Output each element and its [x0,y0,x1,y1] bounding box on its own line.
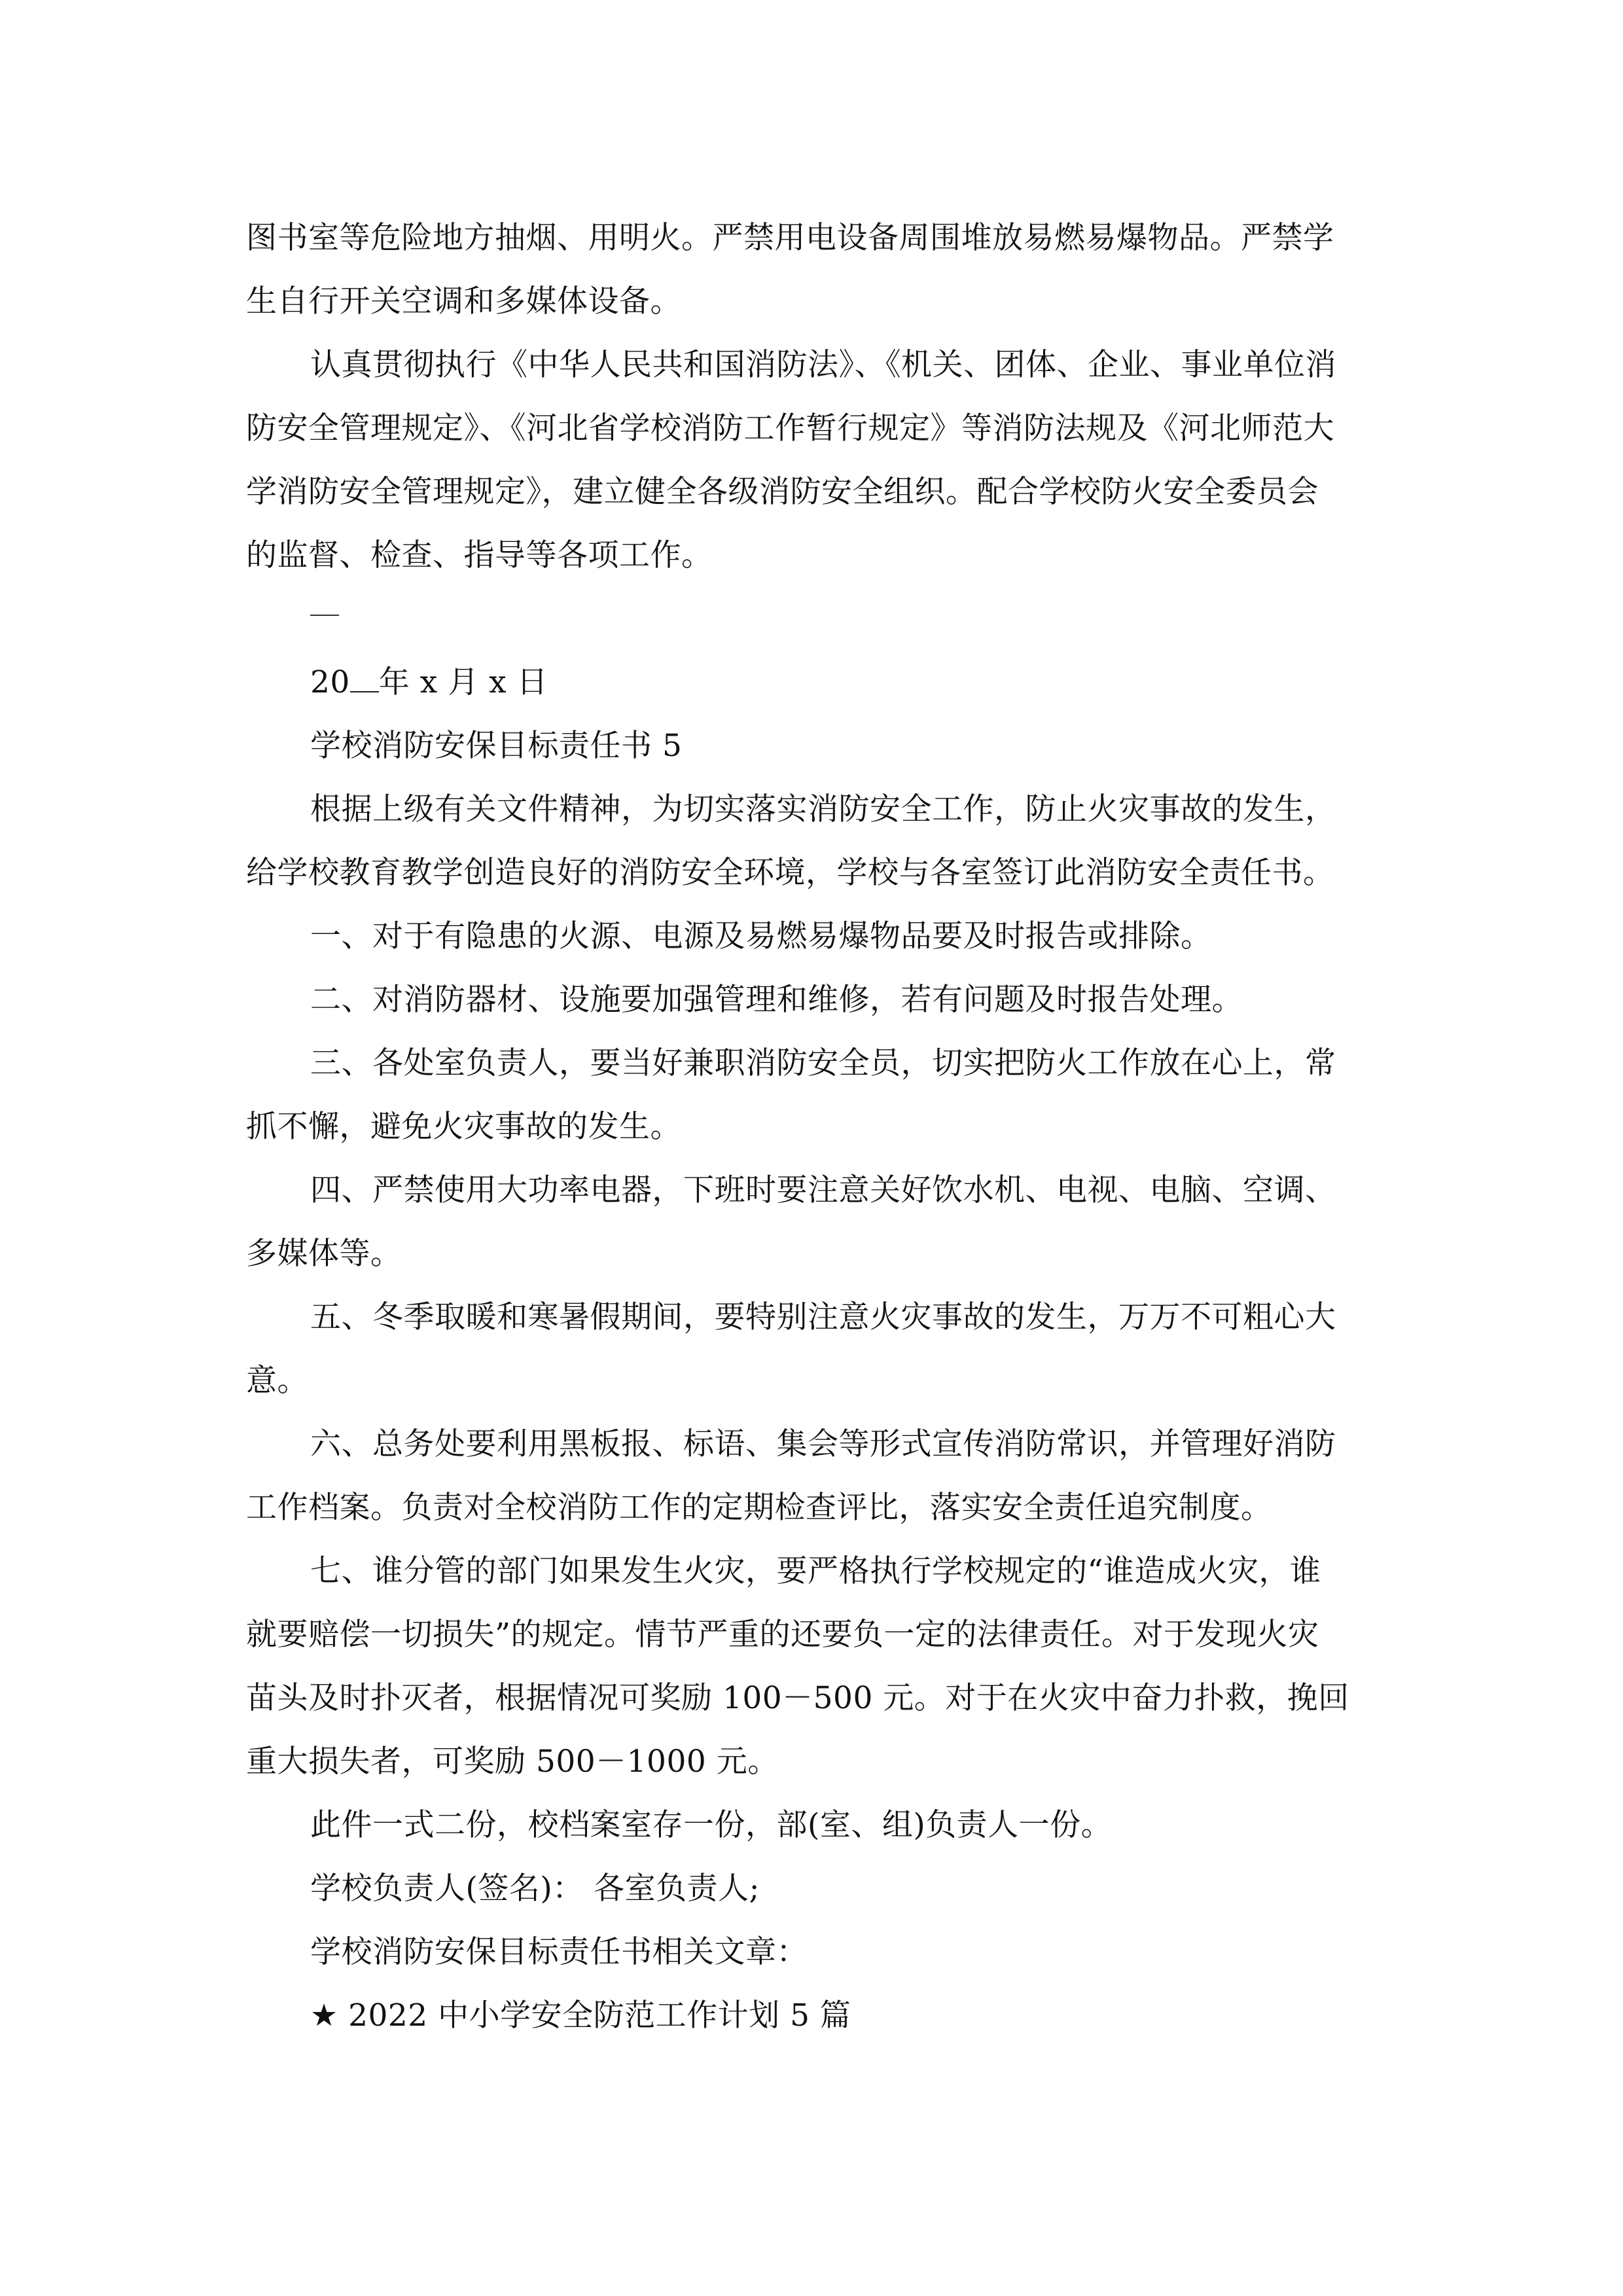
list-item: 五、冬季取暖和寒暑假期间，要特别注意火灾事故的发生，万万不可粗心大 [310,1299,1336,1335]
list-item-cont: 就要赔偿一切损失”的规定。情节严重的还要负一定的法律责任。对于发现火灾 [246,1617,1319,1653]
list-item: 六、总务处要利用黑板报、标语、集会等形式宣传消防常识，并管理好消防 [310,1426,1336,1462]
related-article-link[interactable] [246,1984,1398,2047]
paragraph-line: 学消防安全管理规定》，建立健全各级消防安全组织。配合学校防火安全委员会 [246,474,1319,510]
list-item-cont: 抓不懈，避免火灾事故的发生。 [246,1109,681,1145]
paragraph-line: 防安全管理规定》、《河北省学校消防工作暂行规定》等消防法规及《河北师范大 [246,410,1334,446]
date-blank [350,668,379,692]
paragraph-line: 根据上级有关文件精神，为切实落实消防安全工作，防止火灾事故的发生， [310,791,1336,827]
paragraph-line: 的监督、检查、指导等各项工作。 [246,537,713,573]
related-heading: 学校消防安保目标责任书相关文章： [310,1934,808,1970]
paragraph-line: 图书室等危险地方抽烟、用明火。严禁用电设备周围堆放易燃易爆物品。严禁学 [246,220,1334,256]
list-item: 四、严禁使用大功率电器，下班时要注意关好饮水机、电视、电脑、空调、 [310,1172,1336,1208]
list-item-cont: 工作档案。负责对全校消防工作的定期检查评比，落实安全责任追究制度。 [246,1490,1272,1526]
list-item-cont: 意。 [246,1363,308,1399]
list-item-cont: 苗头及时扑灭者，根据情况可奖励 100－500 元。对于在火灾中奋力扑救，挽回 [246,1680,1349,1716]
list-item-cont: 重大损失者，可奖励 500－1000 元。 [246,1744,779,1780]
list-item: 一、对于有隐患的火源、电源及易燃易爆物品要及时报告或排除。 [310,918,1212,954]
paragraph-line: 生自行开关空调和多媒体设备。 [246,283,681,319]
related-article-title[interactable]: 2022 中小学安全防范工作计划 5 篇 [338,1998,851,2034]
paragraph-line: 认真贯彻执行《中华人民共和国消防法》、《机关、团体、企业、事业单位消 [310,347,1336,383]
list-item: 七、谁分管的部门如果发生火灾，要严格执行学校规定的“谁造成火灾，谁 [310,1553,1321,1589]
star-icon: ★ [310,1998,338,2034]
copies-note: 此件一式二份，校档案室存一份，部(室、组)负责人一份。 [310,1807,1113,1843]
blank-dash [246,587,1398,651]
document-body [246,206,1398,2047]
section-title: 学校消防安保目标责任书 5 [310,728,683,764]
paragraph-line: 给学校教育教学创造良好的消防安全环境，学校与各室签订此消防安全责任书。 [246,855,1334,891]
list-item: 三、各处室负责人，要当好兼职消防安全员，切实把防火工作放在心上，常 [310,1045,1336,1081]
date-rest: 年 x 月 x 日 [378,664,548,700]
list-item: 二、对消防器材、设施要加强管理和维修，若有问题及时报告处理。 [310,982,1243,1018]
date-line [246,651,1398,714]
list-item-cont: 多媒体等。 [246,1236,402,1272]
signature-line: 学校负责人(签名)： 各室负责人; [310,1871,760,1907]
date-year-prefix: 20 [310,664,350,700]
